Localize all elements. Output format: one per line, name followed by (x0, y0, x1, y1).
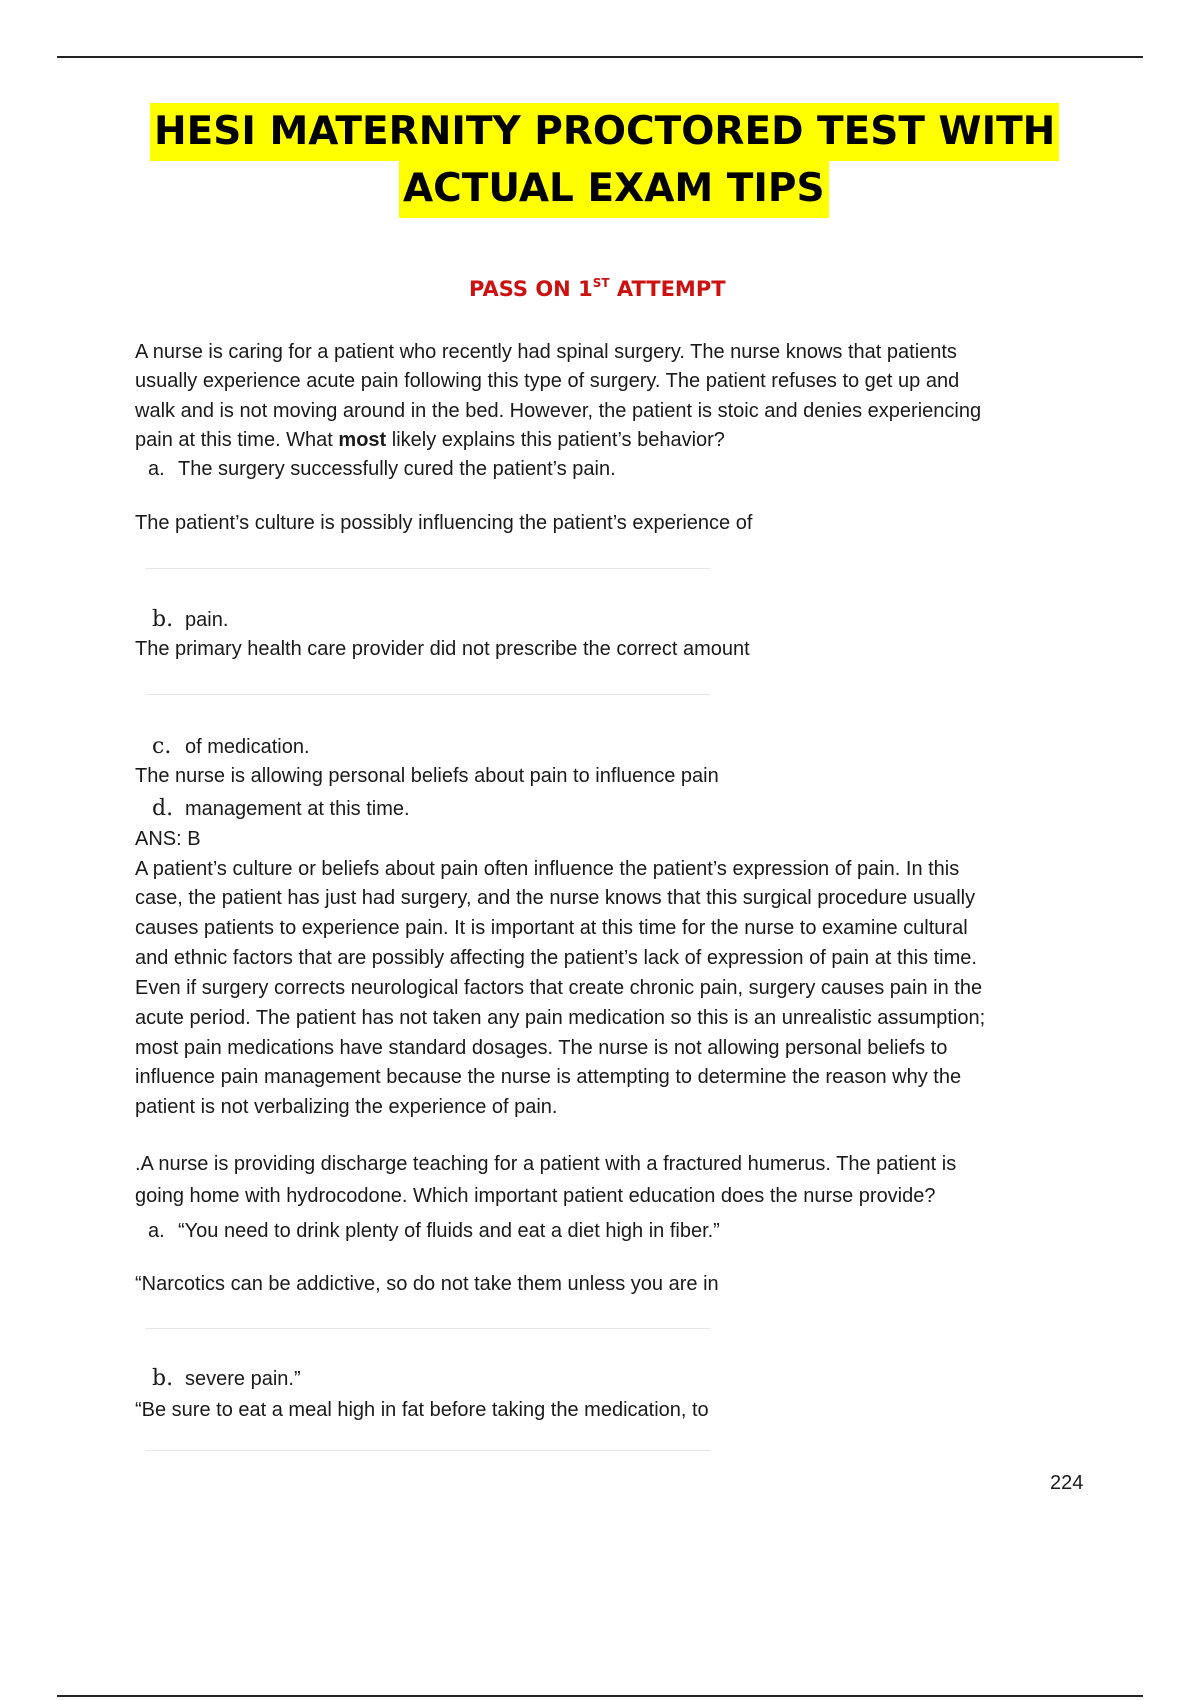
page-number: 224 (1050, 1472, 1084, 1494)
q1-option-a: a. The surgery successfully cured the patient’s pain. (148, 458, 616, 480)
q1-option-c: c. of medication. (152, 734, 310, 759)
rationale-line: A patient’s culture or beliefs about pain often influence the patient’s expression of pain. In this (135, 858, 960, 880)
q1-stem-line-last: pain at this time. What most likely explains this patient’s behavior? (135, 429, 725, 451)
faint-divider (145, 1450, 710, 1451)
document-title-line-1: HESI MATERNITY PROCTORED TEST WITH (150, 103, 1059, 161)
faint-divider (145, 568, 710, 569)
rationale-line: causes patients to experience pain. It is important at this time for the nurse to examine cultural (135, 917, 968, 939)
q1-stem-line: usually experience acute pain following this type of surgery. The patient refuses to get up and (135, 370, 960, 392)
q1-option-d: d. management at this time. (152, 796, 410, 821)
rationale-line: Even if surgery corrects neurological factors that create chronic pain, surgery causes pain in the (135, 977, 983, 999)
q2-stem-line: going home with hydrocodone. Which important patient education does the nurse provide? (135, 1185, 936, 1207)
document-title-line-2: ACTUAL EXAM TIPS (399, 160, 829, 218)
rationale-line: and ethnic factors that are possibly affecting the patient’s lack of expression of pain at this time. (135, 947, 977, 969)
rationale-line: influence pain management because the nurse is attempting to determine the reason why the (135, 1066, 962, 1088)
q1-stem-line: A nurse is caring for a patient who recently had spinal surgery. The nurse knows that patients (135, 341, 957, 363)
subtitle-suffix: ATTEMPT (609, 277, 726, 301)
q1-option-c-line1: The primary health care provider did not prescribe the correct amount (135, 638, 750, 660)
top-rule (57, 56, 1143, 58)
rationale-line: case, the patient has just had surgery, and the nurse knows that this surgical procedure usually (135, 887, 976, 909)
q2-option-a: a. “You need to drink plenty of fluids and eat a diet high in fiber.” (148, 1220, 720, 1242)
rationale-line: most pain medications have standard dosages. The nurse is not allowing personal beliefs to (135, 1037, 948, 1059)
q2-option-c-line1: “Be sure to eat a meal high in fat before taking the medication, to (135, 1399, 709, 1421)
subtitle-prefix: PASS ON 1 (469, 277, 593, 301)
q2-option-b-line1: “Narcotics can be addictive, so do not take them unless you are in (135, 1273, 719, 1295)
q1-answer: ANS: B (135, 828, 201, 850)
faint-divider (145, 1328, 710, 1329)
bottom-rule (57, 1695, 1143, 1697)
subtitle-superscript: ST (592, 276, 610, 290)
q1-option-d-line1: The nurse is allowing personal beliefs about pain to influence pain (135, 765, 719, 787)
rationale-line: patient is not verbalizing the experience of pain. (135, 1096, 558, 1118)
emphasis-most: most (338, 429, 387, 451)
q1-option-b: b. pain. (152, 607, 229, 632)
q1-stem-line: walk and is not moving around in the bed. However, the patient is stoic and denies experiencing (135, 400, 982, 422)
faint-divider (145, 694, 710, 695)
subtitle (469, 276, 726, 301)
q1-option-b-line1: The patient’s culture is possibly influencing the patient’s experience of (135, 512, 753, 534)
q2-stem-line: .A nurse is providing discharge teaching for a patient with a fractured humerus. The patient is (135, 1153, 957, 1175)
rationale-line: acute period. The patient has not taken any pain medication so this is an unrealistic assumption; (135, 1007, 986, 1029)
q2-option-b: b. severe pain.” (152, 1366, 301, 1391)
